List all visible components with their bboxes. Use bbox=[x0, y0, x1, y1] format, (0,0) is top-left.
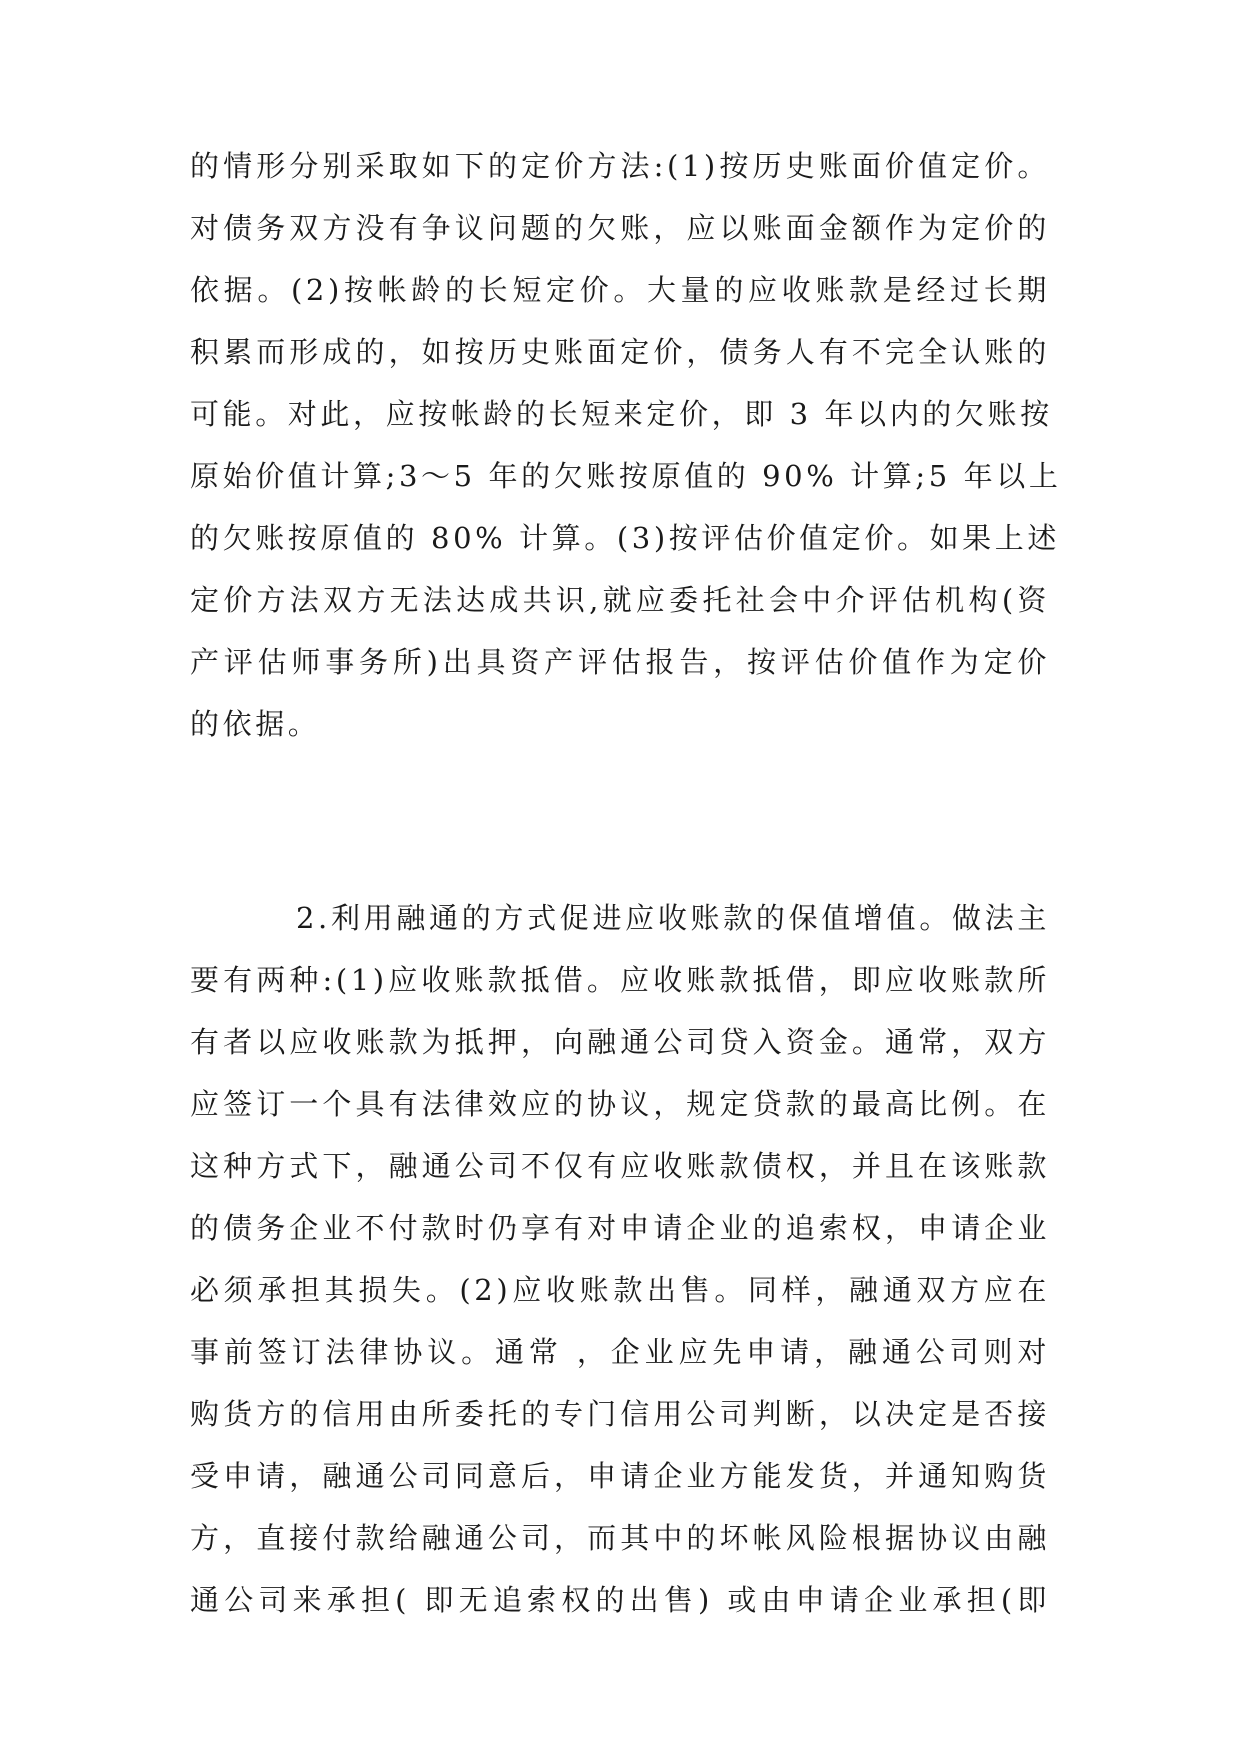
paragraph-line: 必须承担其损失。(2)应收账款出售。同样，融通双方应在 bbox=[190, 1273, 1050, 1307]
paragraph-line: 的依据。 bbox=[190, 707, 321, 741]
paragraph-line: 可能。对此，应按帐龄的长短来定价，即 3 年以内的欠账按 bbox=[190, 397, 1053, 431]
paragraph-line: 有者以应收账款为抵押，向融通公司贷入资金。通常，双方 bbox=[190, 1025, 1050, 1059]
paragraph-line: 应签订一个具有法律效应的协议，规定贷款的最高比例。在 bbox=[190, 1087, 1050, 1121]
paragraph-line: 依据。(2)按帐龄的长短定价。大量的应收账款是经过长期 bbox=[190, 273, 1050, 307]
paragraph-line: 对债务双方没有争议问题的欠账，应以账面金额作为定价的 bbox=[190, 211, 1050, 245]
paragraph-line: 定价方法双方无法达成共识,就应委托社会中介评估机构(资 bbox=[190, 583, 1050, 617]
paragraph-line: 积累而形成的，如按历史账面定价，债务人有不完全认账的 bbox=[190, 335, 1050, 369]
paragraph-line: 的情形分别采取如下的定价方法:(1)按历史账面价值定价。 bbox=[190, 149, 1050, 183]
paragraph-line: 购货方的信用由所委托的专门信用公司判断，以决定是否接 bbox=[190, 1397, 1050, 1431]
paragraph-line: 事前签订法律协议。通常 ，企业应先申请，融通公司则对 bbox=[190, 1335, 1050, 1369]
paragraph-line: 产评估师事务所)出具资产评估报告，按评估价值作为定价 bbox=[190, 645, 1050, 679]
paragraph-line: 的债务企业不付款时仍享有对申请企业的追索权，申请企业 bbox=[190, 1211, 1050, 1245]
paragraph-line: 原始价值计算;3～5 年的欠账按原值的 90% 计算;5 年以上 bbox=[190, 459, 1062, 493]
paragraph-line: 这种方式下，融通公司不仅有应收账款债权，并且在该账款 bbox=[190, 1149, 1050, 1183]
paragraph-line: 方，直接付款给融通公司，而其中的坏帐风险根据协议由融 bbox=[190, 1521, 1050, 1555]
paragraph-line: 要有两种:(1)应收账款抵借。应收账款抵借，即应收账款所 bbox=[190, 963, 1050, 997]
paragraph-line: 的欠账按原值的 80% 计算。(3)按评估价值定价。如果上述 bbox=[190, 521, 1060, 555]
paragraph-line: 通公司来承担( 即无追索权的出售) 或由申请企业承担(即 bbox=[190, 1583, 1050, 1617]
paragraph-first-line: 2.利用融通的方式促进应收账款的保值增值。做法主 bbox=[296, 901, 1050, 935]
paragraph-line: 受申请，融通公司同意后，申请企业方能发货，并通知购货 bbox=[190, 1459, 1050, 1493]
